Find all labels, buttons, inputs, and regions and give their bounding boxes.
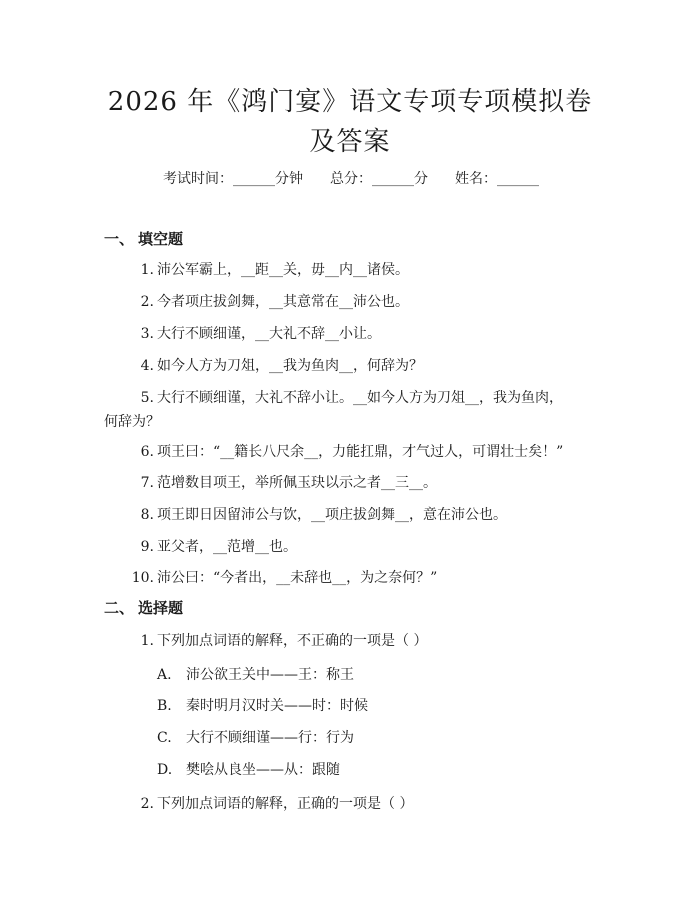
option-text: 沛公欲王关中——王：称王 — [186, 667, 354, 683]
question-text: 沛公军霸上，__距__关，毋__内__诸侯。 — [157, 262, 409, 278]
section-heading — [104, 229, 183, 249]
question-text: 沛公曰：“今者出，__未辞也__，为之奈何？” — [157, 570, 438, 586]
question-item — [104, 535, 574, 559]
question-number: 10. — [131, 570, 154, 586]
question-item — [104, 290, 574, 314]
question-number: 9. — [140, 539, 154, 555]
option-text: 秦时明月汉时关——时：时候 — [186, 698, 368, 714]
question-item — [104, 322, 574, 346]
question-number: 6. — [140, 444, 154, 460]
section-label: 选择题 — [138, 599, 184, 617]
question-number: 2. — [140, 796, 154, 812]
question-item — [104, 629, 574, 653]
exam-time: 考试时间：______分钟 — [163, 171, 303, 187]
question-item — [104, 566, 574, 590]
choice-option — [157, 696, 368, 716]
question-item — [104, 471, 574, 495]
question-number: 3. — [140, 326, 154, 342]
question-text: 范增数目项王，举所佩玉玦以示之者__三__。 — [157, 475, 437, 491]
question-text: 项王曰：“__籍长八尺余__，力能扛鼎，才气过人，可谓壮士矣！” — [157, 444, 564, 460]
question-text: 大行不顾细谨，__大礼不辞__小让。 — [157, 326, 381, 342]
question-text: 今者项庄拔剑舞，__其意常在__沛公也。 — [157, 294, 409, 310]
section-heading — [104, 598, 183, 618]
option-text: 大行不顾细谨——行：行为 — [186, 730, 354, 746]
question-text: 下列加点词语的解释，不正确的一项是（ ） — [157, 633, 428, 649]
section-number: 一、 — [104, 230, 135, 248]
option-letter: A. — [157, 667, 172, 683]
option-letter: D. — [157, 762, 173, 778]
question-text: 亚父者，__范增__也。 — [157, 539, 297, 555]
question-item — [104, 503, 574, 527]
option-letter: B. — [157, 698, 172, 714]
question-item — [104, 440, 574, 464]
choice-option — [157, 728, 354, 748]
page-title: 2026 年《鸿门宴》语文专项专项模拟卷及答案 — [107, 87, 593, 157]
choice-option — [157, 665, 354, 685]
question-number: 1. — [140, 633, 154, 649]
exam-name: 姓名：______ — [455, 171, 539, 187]
question-number: 7. — [140, 475, 154, 491]
section-number: 二、 — [104, 599, 135, 617]
question-number: 2. — [140, 294, 154, 310]
question-text: 大行不顾细谨，大礼不辞小让。__如今人方为刀俎__，我为鱼肉，何辞为？ — [104, 390, 563, 430]
question-number: 4. — [140, 358, 154, 374]
section-label: 填空题 — [138, 230, 184, 248]
choice-option — [157, 760, 340, 780]
question-text: 如今人方为刀俎，__我为鱼肉__，何辞为？ — [157, 358, 423, 374]
question-text: 下列加点词语的解释，正确的一项是（ ） — [157, 796, 414, 812]
question-item — [104, 258, 574, 282]
question-number: 8. — [140, 507, 154, 523]
option-letter: C. — [157, 730, 172, 746]
question-number: 1. — [140, 262, 154, 278]
option-text: 樊哙从良坐——从：跟随 — [186, 762, 340, 778]
question-number: 5. — [140, 390, 154, 406]
question-item — [104, 386, 574, 434]
exam-score: 总分：______分 — [330, 171, 428, 187]
question-text: 项王即日因留沛公与饮，__项庄拔剑舞__，意在沛公也。 — [157, 507, 507, 523]
question-item — [104, 354, 574, 378]
question-item — [104, 792, 574, 816]
